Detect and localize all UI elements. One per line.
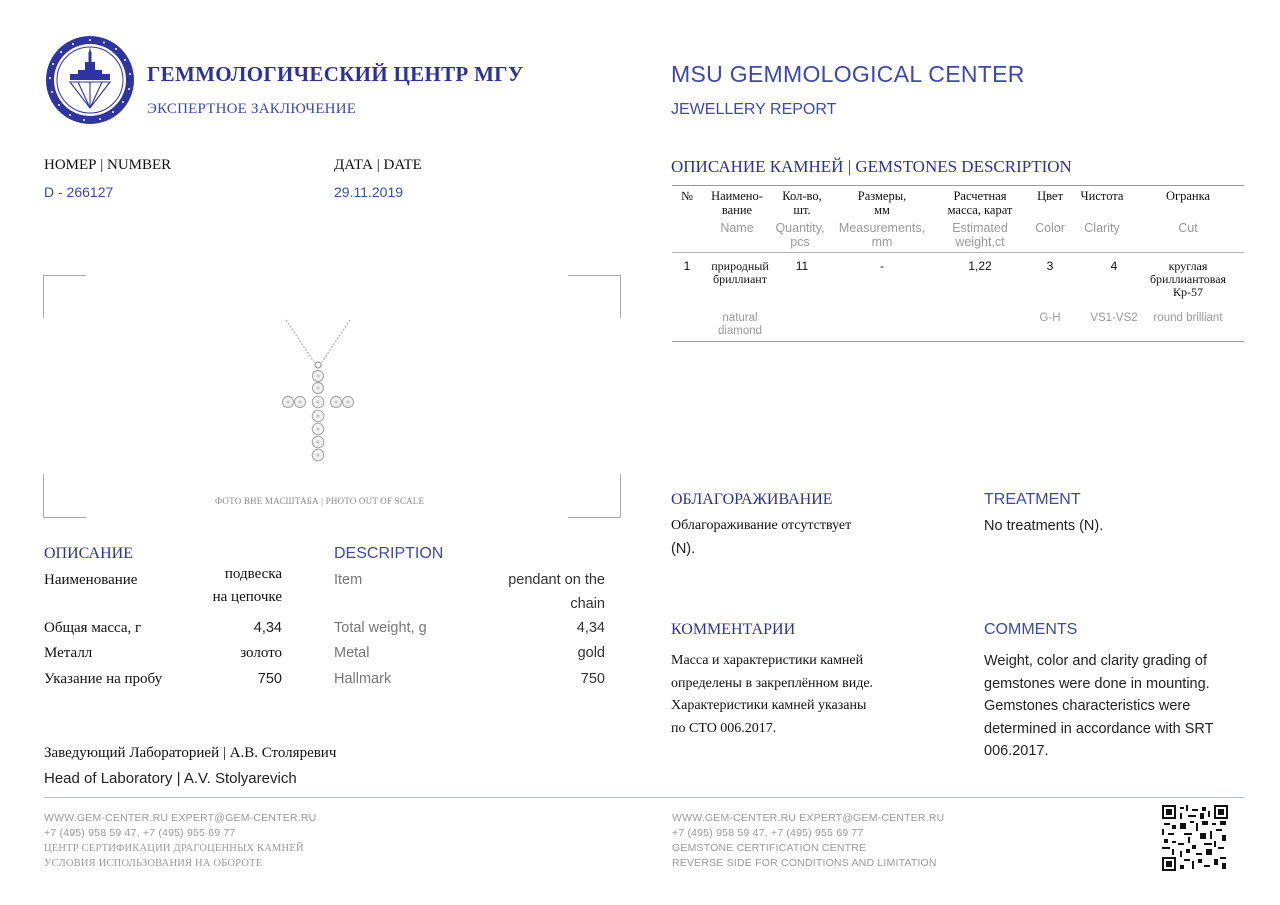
photo-caption: ФОТО ВНЕ МАСШТАБА | PHOTO OUT OF SCALE bbox=[215, 496, 425, 506]
weight-value-en: 4,34 bbox=[576, 620, 605, 636]
col-name-header: Наимено- вание bbox=[711, 189, 763, 217]
cell-quantity: 11 bbox=[795, 259, 809, 273]
comments-line-en: gemstones were done in mounting. bbox=[984, 675, 1210, 692]
footer-center-name-en: GEMSTONE CERTIFICATION CENTRE bbox=[672, 842, 867, 854]
treatment-text-ru: Облагораживание отсутствует bbox=[671, 518, 852, 533]
col-clarity-header-en: Clarity bbox=[1084, 221, 1120, 235]
gemstones-table bbox=[672, 185, 1244, 342]
footer-left bbox=[44, 811, 316, 871]
comments-title-ru: КОММЕНТАРИИ bbox=[671, 621, 796, 638]
date-value: 29.11.2019 bbox=[334, 184, 404, 200]
metal-label-en: Metal bbox=[334, 645, 370, 661]
col-weight-header-en: Estimated weight,ct bbox=[952, 221, 1008, 249]
item-value-en-2: chain bbox=[570, 596, 605, 612]
item-value-ru-2: на цепочке bbox=[212, 589, 282, 605]
qr-code-icon bbox=[1162, 805, 1228, 871]
date-label: ДАТА | DATE bbox=[334, 157, 422, 173]
report-subtitle-ru: ЭКСПЕРТНОЕ ЗАКЛЮЧЕНИЕ bbox=[147, 101, 357, 117]
cell-clarity-en: VS1-VS2 bbox=[1090, 312, 1138, 324]
pendant-photo bbox=[270, 318, 370, 470]
col-measurements-header: Размеры, мм bbox=[857, 189, 907, 217]
cell-name-ru: природный бриллиант bbox=[711, 259, 769, 286]
col-clarity-header: Чистота bbox=[1080, 189, 1124, 203]
description-title-ru: ОПИСАНИЕ bbox=[44, 545, 133, 562]
col-name-header-en: Name bbox=[720, 221, 754, 235]
cell-cut-en: round brilliant bbox=[1153, 312, 1223, 324]
treatment-title-ru: ОБЛАГОРАЖИВАНИЕ bbox=[671, 491, 833, 508]
col-color-header: Цвет bbox=[1037, 189, 1063, 203]
col-measurements-header-en: Measurements, mm bbox=[838, 221, 926, 249]
table-bottom-line bbox=[672, 341, 1244, 342]
cell-clarity: 4 bbox=[1110, 259, 1118, 273]
signature-ru: Заведующий Лабораторией | А.В. Столяревич bbox=[44, 745, 337, 761]
comments-line-ru: по СТО 006.2017. bbox=[671, 720, 777, 736]
col-no-header: № bbox=[681, 189, 693, 203]
footer-divider bbox=[44, 797, 1244, 798]
number-label: НОМЕР | NUMBER bbox=[44, 157, 172, 173]
diamond-cross-pendant-icon bbox=[270, 318, 370, 470]
footer-phones: +7 (495) 958 59 47, +7 (495) 955 69 77 bbox=[44, 827, 236, 839]
comments-text-ru bbox=[671, 650, 873, 740]
number-value: D - 266127 bbox=[44, 184, 114, 200]
weight-value-ru: 4,34 bbox=[253, 620, 282, 636]
report-subtitle-en: JEWELLERY REPORT bbox=[671, 101, 837, 118]
footer-center-name: ЦЕНТР СЕРТИФИКАЦИИ ДРАГОЦЕННЫХ КАМНЕЙ bbox=[44, 843, 304, 854]
qr-code[interactable] bbox=[1162, 805, 1228, 871]
description-title-en: DESCRIPTION bbox=[334, 545, 444, 562]
footer-conditions: УСЛОВИЯ ИСПОЛЬЗОВАНИЯ НА ОБОРОТЕ bbox=[44, 858, 263, 869]
treatment-title-en: TREATMENT bbox=[984, 491, 1081, 508]
item-value-en: pendant on the bbox=[508, 572, 605, 588]
logo-seal bbox=[44, 34, 136, 126]
col-quantity-header: Кол-во, шт. bbox=[782, 189, 822, 217]
cell-color-en: G-H bbox=[1039, 312, 1061, 324]
comments-line-ru: определены в закреплённом виде. bbox=[671, 675, 874, 691]
weight-label-en: Total weight, g bbox=[334, 620, 427, 636]
comments-line-en: Weight, color and clarity grading of bbox=[984, 653, 1207, 669]
comments-line-ru: Масса и характеристики камней bbox=[671, 653, 864, 668]
cell-no: 1 bbox=[683, 259, 691, 273]
footer-conditions-en: REVERSE SIDE FOR CONDITIONS AND LIMITATION bbox=[672, 857, 937, 869]
metal-label-ru: Металл bbox=[44, 645, 93, 661]
center-title-en: MSU GEMMOLOGICAL CENTER bbox=[671, 61, 1025, 87]
comments-line-en: 006.2017. bbox=[984, 743, 1049, 759]
col-color-header-en: Color bbox=[1035, 221, 1065, 235]
col-cut-header-en: Cut bbox=[1178, 221, 1198, 235]
hallmark-value-ru: 750 bbox=[257, 671, 282, 687]
col-weight-header: Расчетная масса, карат bbox=[947, 189, 1013, 217]
hallmark-label-en: Hallmark bbox=[334, 671, 392, 687]
cell-color: 3 bbox=[1046, 259, 1054, 273]
gemstones-title: ОПИСАНИЕ КАМНЕЙ | GEMSTONES DESCRIPTION bbox=[671, 157, 1072, 176]
metal-value-ru: золото bbox=[240, 645, 282, 661]
col-cut-header: Огранка bbox=[1165, 189, 1211, 203]
footer-right bbox=[672, 811, 944, 871]
item-label-ru: Наименование bbox=[44, 572, 138, 588]
treatment-text-en: No treatments (N). bbox=[984, 518, 1104, 534]
cell-weight: 1,22 bbox=[968, 259, 992, 273]
metal-value-en: gold bbox=[577, 645, 605, 661]
center-title-ru: ГЕММОЛОГИЧЕСКИЙ ЦЕНТР МГУ bbox=[147, 62, 524, 86]
comments-text-en bbox=[984, 650, 1213, 763]
cell-name-en: natural diamond bbox=[717, 312, 763, 337]
weight-label-ru: Общая масса, г bbox=[44, 620, 142, 636]
footer-phones-en: +7 (495) 958 59 47, +7 (495) 955 69 77 bbox=[672, 827, 864, 839]
hallmark-label-ru: Указание на пробу bbox=[44, 671, 163, 687]
hallmark-value-en: 750 bbox=[580, 671, 605, 687]
comments-line-en: Gemstones characteristics were bbox=[984, 698, 1191, 714]
cell-measurements: - bbox=[880, 259, 884, 273]
signature-en: Head of Laboratory | A.V. Stolyarevich bbox=[44, 770, 297, 787]
item-label-en: Item bbox=[334, 572, 363, 588]
comments-title-en: COMMENTS bbox=[984, 621, 1078, 638]
item-value-ru: подвеска bbox=[224, 566, 282, 582]
treatment-text-ru-2: (N). bbox=[671, 541, 696, 557]
footer-contacts[interactable]: WWW.GEM-CENTER.RU EXPERT@GEM-CENTER.RU bbox=[44, 812, 317, 824]
table-divider bbox=[672, 252, 1244, 253]
msu-building-diamond-seal-icon bbox=[44, 34, 136, 126]
comments-line-en: determined in accordance with SRT bbox=[984, 720, 1214, 737]
cell-cut-ru: круглая бриллиантовая Кр-57 bbox=[1149, 259, 1227, 299]
comments-line-ru: Характеристики камней указаны bbox=[671, 698, 867, 713]
col-quantity-header-en: Quantity, pcs bbox=[775, 221, 825, 249]
footer-contacts-en[interactable]: WWW.GEM-CENTER.RU EXPERT@GEM-CENTER.RU bbox=[672, 812, 945, 824]
